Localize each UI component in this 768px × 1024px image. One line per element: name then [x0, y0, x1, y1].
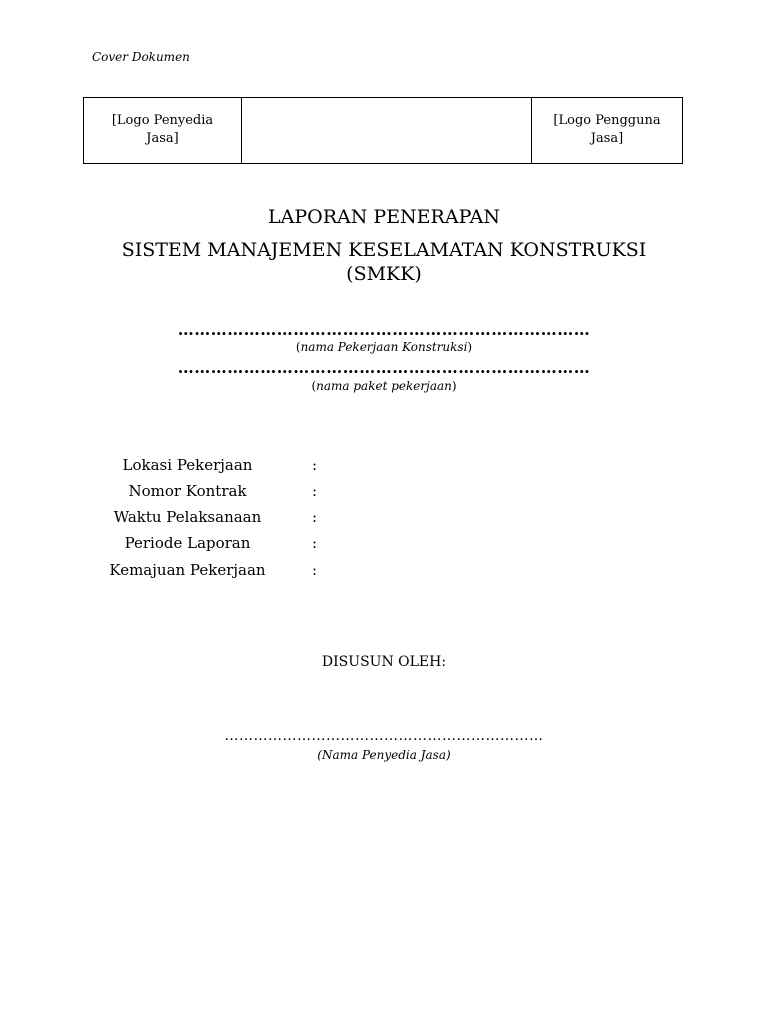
- project-name-caption: (nama Pekerjaan Konstruksi): [295, 340, 473, 354]
- client-logo-placeholder: [532, 98, 682, 163]
- prepared-by-heading: DISUSUN OLEH:: [321, 654, 447, 670]
- field-row-contract-number: [90, 482, 490, 502]
- provider-name-caption: (Nama Penyedia Jasa): [317, 748, 451, 762]
- field-row-report-period: [90, 534, 490, 554]
- field-label: Periode Laporan: [124, 534, 251, 552]
- report-title-line2: SISTEM MANAJEMEN KESELAMATAN KONSTRUKSI: [121, 239, 647, 261]
- project-name-caption-text: nama Pekerjaan Konstruksi: [300, 340, 468, 354]
- field-colon: :: [312, 482, 318, 500]
- field-colon: :: [312, 561, 318, 579]
- field-colon: :: [312, 508, 318, 526]
- logo-table-middle-cell: [242, 98, 532, 163]
- logo-table: [83, 97, 683, 164]
- package-name-caption: (nama paket pekerjaan): [311, 379, 457, 393]
- client-logo-text-line2: Jasa]: [590, 131, 624, 146]
- project-name-dotted-line: …………………………………………………………………: [177, 320, 591, 339]
- report-title-line3: (SMKK): [346, 263, 422, 285]
- field-label: Lokasi Pekerjaan: [122, 456, 253, 474]
- client-logo-text-line1: [Logo Pengguna: [553, 113, 661, 128]
- field-row-location: [90, 456, 490, 476]
- field-colon: :: [312, 534, 318, 552]
- provider-name-dotted-line: …………………………………………………………: [224, 728, 544, 744]
- field-row-execution-time: [90, 508, 490, 528]
- report-title-line1: LAPORAN PENERAPAN: [268, 206, 500, 228]
- field-label: Waktu Pelaksanaan: [113, 508, 262, 526]
- provider-logo-text-line2: Jasa]: [146, 131, 179, 146]
- field-label: Nomor Kontrak: [128, 482, 247, 500]
- package-name-dotted-line: …………………………………………………………………: [177, 358, 591, 377]
- field-colon: :: [312, 456, 318, 474]
- provider-logo-placeholder: [84, 98, 242, 163]
- field-row-work-progress: [90, 561, 490, 581]
- field-label: Kemajuan Pekerjaan: [109, 561, 266, 579]
- report-title-block: [60, 238, 708, 286]
- cover-document-label: Cover Dokumen: [92, 50, 190, 64]
- package-name-caption-text: nama paket pekerjaan: [316, 379, 452, 393]
- provider-logo-text-line1: [Logo Penyedia: [111, 113, 214, 128]
